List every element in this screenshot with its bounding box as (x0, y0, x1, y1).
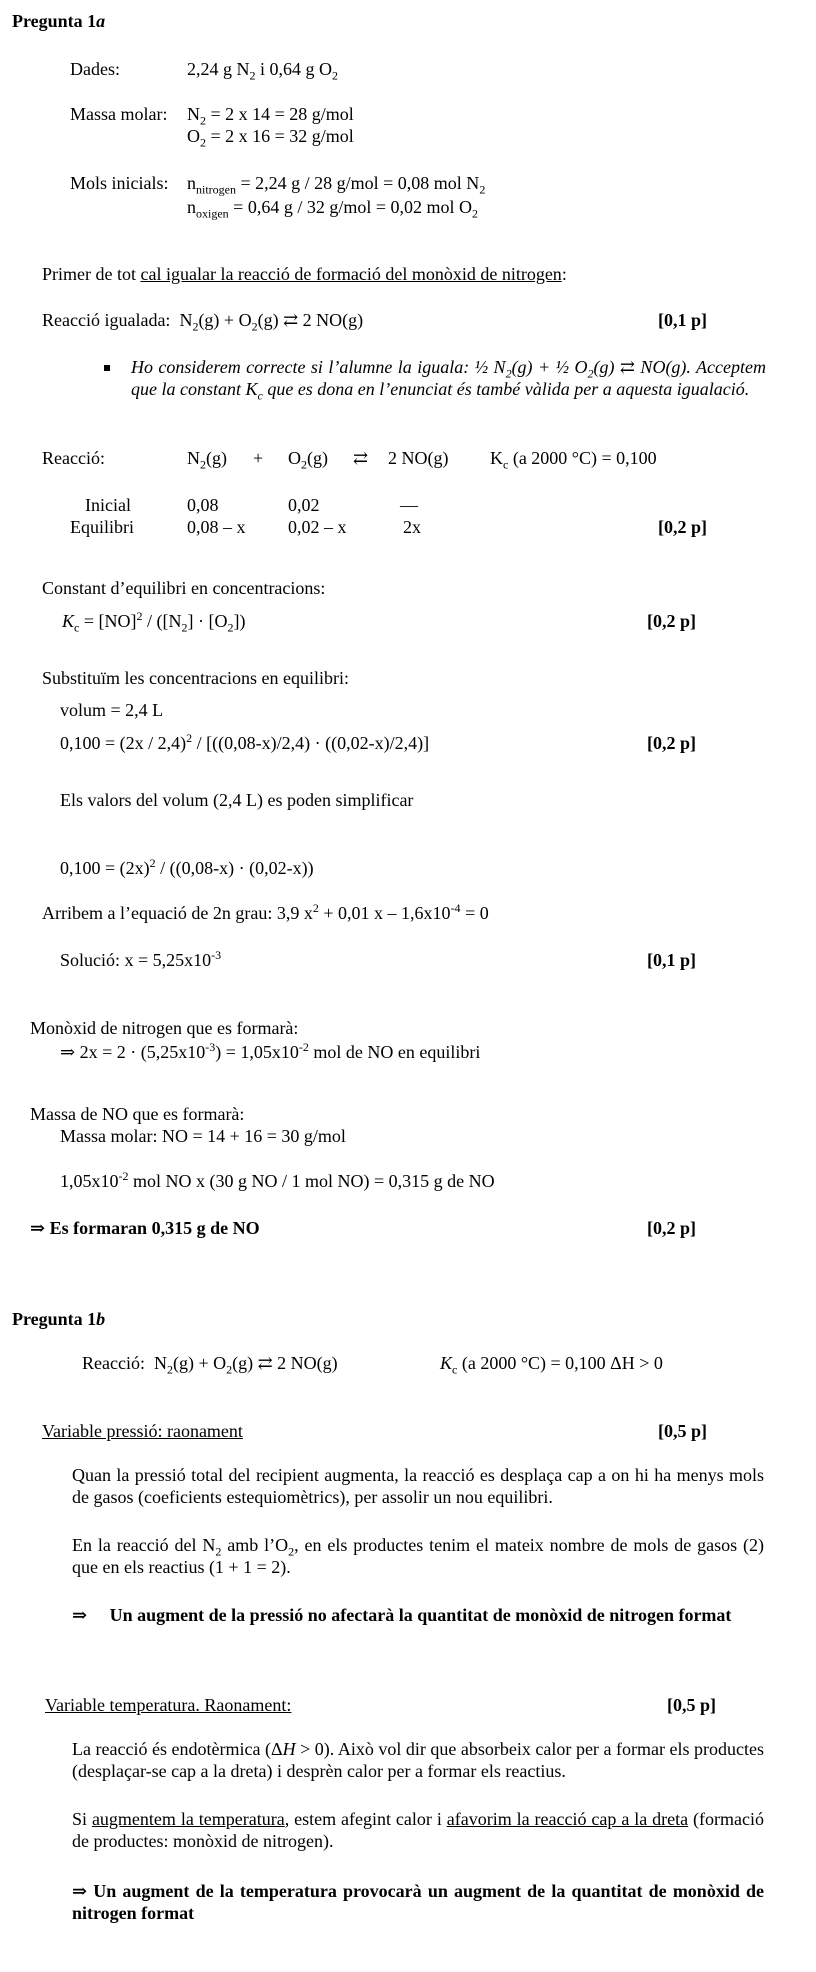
points-0-2: [0,2 p] (647, 733, 696, 753)
constant-label: Constant d’equilibri en concentracions: (42, 578, 326, 598)
mols-nitrogen: $n_{nitrogen} = 2,24$ g / 28 g/mol = 0,08 mol $N_2$ (187, 173, 486, 197)
monoxid-label: Monòxid de nitrogen que es formarà: (30, 1018, 299, 1038)
monoxid-calc: ⇒ $2x = 2 \cdot (5,25x10^{-3}) = 1,05x10^{-2}$ mol de NO en equilibri (60, 1040, 481, 1062)
massa-molar-n2: $N_2 = 2$ x 14 = 28 g/mol (187, 104, 354, 128)
temperatura-paragraph-2: Si augmentem la temperatura, estem afegint calor i afavorim la reacció cap a la dreta (formació de productes: monòxid de nitrogen). (72, 1809, 765, 1851)
substitucio-label: Substituïm les concentracions en equilibri: (42, 668, 349, 688)
intro-text: Primer de tot cal igualar la reacció de formació del monòxid de nitrogen: (42, 264, 567, 284)
kc-value-1b: $K_c$ (a 2000 °C) = 0,100 ΔH > 0 (440, 1353, 663, 1377)
reactant-n2: $N_2(g)$ (187, 448, 227, 472)
mols-oxigen: $n_{oxigen} = 0,64$ g / 32 g/mol = 0,02 mol $O_2$ (187, 197, 478, 221)
heading-1b: Pregunta 1b (12, 1309, 106, 1329)
reaccio-igualada: Reacció igualada: $N_2(g) + O_2(g)$ ⇄ 2 NO(g) (42, 310, 364, 334)
temperatura-title: Variable temperatura. Raonament: (45, 1695, 292, 1715)
massa-no-label: Massa de NO que es formarà: (30, 1104, 245, 1124)
equation-1: 0,100 = (2x / 2,4)$^2$ / [((0,08-x)/2,4) · ((0,02-x)/2,4)] (60, 731, 430, 753)
massa-molar-label: Massa molar: (70, 104, 168, 124)
note-igualacio: Ho considerem correcte si l’alumne la iguala: ½ $N_2(g)$ + ½ $O_2(g)$ ⇄ NO(g). Acceptem que la constant $K_c$ que es dona en l’enunciat és també vàlida per a aquesta igualació. (131, 357, 766, 403)
quadratic-equation: Arribem a l’equació de 2n grau: 3,9 $x^2 + 0,01$ $x - 1,6x10^{-4} = 0$ (42, 901, 489, 923)
pressio-title: Variable pressió: raonament (42, 1421, 243, 1441)
pressio-conclusion: ⇒ Un augment de la pressió no afectarà la quantitat de monòxid de nitrogen format (72, 1605, 732, 1625)
equilibrium-arrow: ⇄ (353, 448, 369, 468)
plus-sign: + (253, 448, 264, 468)
dades-label: Dades: (70, 59, 120, 79)
points-0-1: [0,1 p] (658, 310, 707, 330)
points-0-2: [0,2 p] (647, 1218, 696, 1238)
equilibri-no: 2x (403, 517, 421, 537)
points-0-2: [0,2 p] (647, 611, 696, 631)
heading-1a: Pregunta 1a (12, 11, 106, 31)
points-0-5: [0,5 p] (658, 1421, 707, 1441)
kc-value: $K_c$ (a 2000 °C) = 0,100 (490, 448, 657, 472)
kc-expression: $K_c = [NO]^2 / ([N_2] \cdot [O_2])$ (62, 609, 246, 635)
points-0-1: [0,1 p] (647, 950, 696, 970)
temperatura-conclusion: ⇒ Un augment de la temperatura provocarà un augment de la quantitat de monòxid de nitrogen format (72, 1881, 764, 1923)
product-no: 2 NO(g) (388, 448, 449, 468)
volum-text: volum = 2,4 L (60, 700, 164, 720)
dades-value: 2,24 g $N_2$ i 0,64 g $O_2$ (187, 59, 338, 83)
equilibri-o2: 0,02 – x (288, 517, 347, 537)
massa-molar-no: Massa molar: NO = 14 + 16 = 30 g/mol (60, 1126, 346, 1146)
row-equilibri-label: Equilibri (70, 517, 134, 537)
row-inicial-label: Inicial (85, 495, 131, 515)
temperatura-paragraph-1: La reacció és endotèrmica (ΔH > 0). Això vol dir que absorbeix calor per a formar els productes (desplaçar-se cap a la dreta) i desprèn calor per a formar els reactius. (72, 1739, 764, 1781)
pressio-paragraph-2: En la reacció del $N_2$ amb $l’O_2$, en els productes tenim el mateix nombre de mols de gasos (2) que en els reactius (1 + 1 = 2). (72, 1535, 764, 1577)
simplificar-text: Els valors del volum (2,4 L) es poden simplificar (60, 790, 414, 810)
points-0-5: [0,5 p] (667, 1695, 716, 1715)
bullet-icon (104, 365, 110, 371)
final-result: ⇒ Es formaran 0,315 g de NO (30, 1218, 260, 1238)
reaccio-label: Reacció: (42, 448, 105, 468)
massa-no-calc: $1,05x10^{-2}$ mol NO x (30 g NO / 1 mol NO) = 0,315 g de NO (60, 1169, 495, 1191)
reaccio-1b: Reacció: $N_2(g) + O_2(g)$ ⇄ 2 NO(g) (82, 1353, 338, 1377)
massa-molar-o2: $O_2 = 2$ x 16 = 32 g/mol (187, 126, 354, 150)
inicial-no: — (400, 495, 418, 515)
points-0-2: [0,2 p] (658, 517, 707, 537)
inicial-o2: 0,02 (288, 495, 320, 515)
reactant-o2: $O_2(g)$ (288, 448, 328, 472)
equation-2: $0,100 = (2x)^2 / ((0,08-x) \cdot (0,02-x))$ (60, 856, 314, 878)
pressio-paragraph-1: Quan la pressió total del recipient augmenta, la reacció es desplaça cap a on hi ha menys mols de gasos (coeficients estequiomètrics), per assolir un nou equilibri. (72, 1465, 764, 1507)
equilibri-n2: 0,08 – x (187, 517, 246, 537)
mols-inicials-label: Mols inicials: (70, 173, 169, 193)
inicial-n2: 0,08 (187, 495, 219, 515)
solucio-text: Solució: $x = 5,25x10^{-3}$ (60, 948, 222, 970)
